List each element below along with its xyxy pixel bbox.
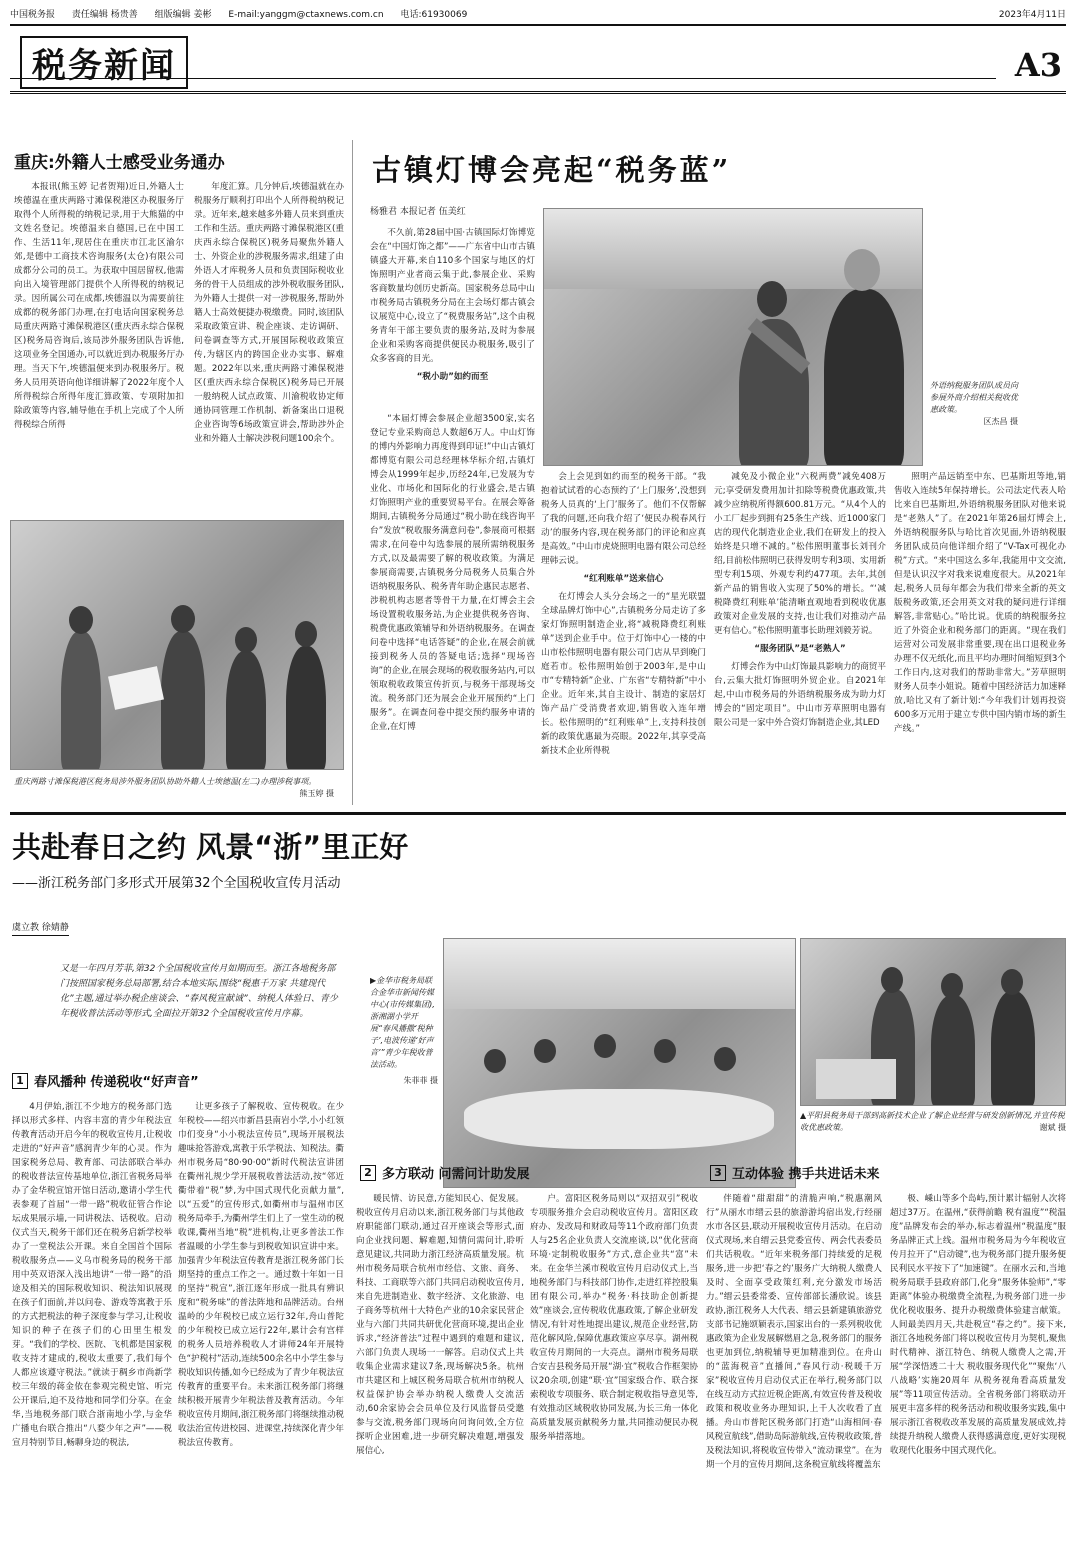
page-number: A3	[1014, 46, 1062, 84]
article2-lead: 不久前,第28届中国·古镇国际灯饰博览会在“中国灯饰之都”——广东省中山市古镇镇盛大开幕,来自110多个国家与地区的灯饰照明产业者商云集于此,参展企业、采购客商数量均创历史新高。国家税务总局中山市税务局古镇税务分局在主会场灯都古镇会议展览中心,设立了“税费服务站”,这个由税务青年干部主要负责的服务站,及时为参展企业和采购客商提供便民办税服务,吸引了众多客商的目光。 “税小助”如约而至	[370, 228, 535, 382]
paper-name: 中国税务报	[10, 9, 56, 20]
top-bar	[10, 6, 1066, 20]
section-2-header: 2 多方联动 问需问计助发展	[360, 1163, 530, 1182]
article1-caption: 重庆两路寸滩保税港区税务局涉外服务团队协助外籍人士埃德温(左二)办理涉税事项。 熊玉婷 摄	[14, 777, 334, 798]
article1-photo	[10, 520, 344, 770]
article2-col2: 会上会见到如约而至的税务干部。“我抱着试试看的心态预约了‘上门服务’,没想到税务人员真的‘上门’服务了。他们不仅帮解了我的问题,还向我介绍了‘便民办税春风行动’的服务内容,现在税务部门的评论和应真是高效。”中山市虎烧照明电器有限公司总经理韩云说。 “红利账单”送来信心 在灯博会人头分会场之一的“星光联盟全球品牌灯饰中心”,古镇税务分局走访了多家灯饰照明制造企业,将“减税降费红利账单”送到企业手中。位于灯饰中心一楼的中山市松伟照明电器有限公司门店从早到晚门庭若市。松伟照明始创于2003年,是中山市“专精特新”企业、广东省“专精特新”中小企业。近年来,其自主设计、制造的家居灯饰产品广受消费者欢迎,销售收入连年增长。松伟照明的“红利账单”上,支持科技创新的政策优惠最为亮眼。2022年,其享受高新技术企业所得税	[541, 472, 706, 756]
article2-photo-credit: 区杰昌 摄	[983, 417, 1018, 426]
article2-col1: “本届灯博会参展企业超3500家,实名登记专业采购商总人数超6万人。中山灯饰的博内外影响力再度得到印证!”中山古镇灯都博览有限公司总经理林华标介绍,古镇灯博会从1999年起步,历经24年,已发展为专业化、市场化和国际化的行业盛会,是古镇灯饰照明产业的重要贸易平台。在展会筹备期间,古镇税务分局通过“税小助在线咨询平台”发放“税收服务满意问卷”,参展商可根据需求,在问卷中勾选参展的展所需纳税服务方式,以及最需要了解的税收政策。为满足参展商需要,古镇税务分局税务人员集合外语纳税服务队、税务青年助企惠民志愿者、涉税机构志愿者等骨干力量,在灯博会主会场设置税收服务站,为企业提供税务咨询、税费优惠政策辅导和外语纳税服务。在调查问卷中选择“电话答疑”的企业,在展会前就接到税务人员的答疑电话;选择“现场咨询”的企业,在展会现场的税收服务站内,可以领取税收政策宣传折页,与税务干部现场交流。税务部门还为展会企业开展预约“上门服务”。在调查问卷中提交预约服务申请的企业,在灯博	[370, 414, 535, 732]
article3-s3-col1: 伴随着“甜甜甜”的清脆声响,“税惠潮风行”从丽水市缙云县的旅游游坞宿出发,行经丽水市各区县,联动开展税收宣传月活动。在启动仪式现场,来自缙云县党委宣传、两会代表委员们共话税收。“近年来税务部门持续爱的足税服务,进一步把‘春之约’服务广大纳税人缴费人及时、全面享受政策红利,充分激发市场活力。”缙云县委常委、宣传部部长潘欣说。该县政协,浙江税务人大代表、缙云县新建镇旅游党支部书记施颂颖表示,国家出台的一系列税收优惠政策为企业发展解燃眉之急,税务部门的服务也更加到位,纳税辅导更加精准到位。在舟山的“蓝海税音”直播间,“春风行动·税暖千万家”税收宣传月启动仪式正在举行,税务部门以在线互动方式拉近税企距离,有效宣传普及税收政策和税收业务办理知识,上千人次收看了直播。舟山市普陀区税务部门打造“山海相间·春风税宣航线”,借助岛际游航线,宣传税收政策,普及税法知识,将税收宣传带入“流动课堂”。在为期一个月的宣传月期间,这条税宣航线将覆盖东	[706, 1194, 882, 1470]
article3-s1-col2: 让更多孩子了解税收、宣传税收。在少年税校——绍兴市新昌县南岩小学,小小红领巾们变身“小小税法宣传员”,现场开展税法趣味抢答游戏,寓教于乐学税法、知税法。衢州市税务局“80·90·00”新时代税法宣讲团在衢州礼规少学开展税收普法活动,按“邻近衢带着“税”梦,为中国式现代化贡献力量”,以“五爱”的宣传形式,如衢州市与温州市区税务局牵手,为衢州学生们上了一堂生动的税收课,衢州当地“税”进机构,让更多普法工作者温暖的小学生参与到税收知识宣讲中来。加强青少年税法宣传教育是浙江税务部门长期坚持的重点工作之一。通过数十年如一日的坚持“税宣”,浙江逐年形成一批具有辨识度和“税务味”的普法阵地和品牌活动。台州温岭的少年税校已成立运行32年,舟山普陀的少年税校已成立运行22年,累计会有宫样的税务人员培养税收人才讲师24年开展特色“护税村”活动,连续500余名中小学生参与税收知识传播,如今已经成为了青少年税法宣传教育的重要平台。未来浙江税务部门将继续积极开展青少年税法普及教育活动。今年税收宣传月期间,浙江税务部门将继续推动税收法治宣传进校园、进课堂,持续深化青少年税法宣传教育。	[178, 1102, 344, 1448]
article2-sub2: “红利账单”送来信心	[583, 574, 664, 584]
article3-intro: 又是一年四月芳菲,第32个全国税收宣传月如期而至。浙江各地税务部门按照国家税务总局部署,结合本地实际,围绕“税惠千万家 共建现代化”主题,通过举办税企座谈会、“春风税宣献诚”、纳税人体验日、青少年税收普法活动等形式,全面拉开第32个全国税收宣传月序幕。	[60, 964, 338, 1019]
email: E-mail:yanggm@ctaxnews.com.cn	[228, 9, 384, 20]
article1-col1: 本报讯(熊玉婷 记者贺翔)近日,外籍人士埃德温在重庆两路寸滩保税港区办税服务厅取得个人所得税的纳税记录,用于大熊猫的中文姓名登记。埃德温来自德国,已在中国工作、生活11年,现居住在重庆市江北区渝尔郊,是德中工商技术咨询服务(太仓)有限公司成都分公司的员工。为获取中国居留权,他需向出入境管理部门提供个人所得税的纳税记录。因所属公司在成都,埃德温以为需要前往成都的税务部门办理,在打电话向国家税务总局重庆两路寸滩保税港区(重庆西永综合保税区)税务局咨询后,该局涉外服务团队告诉他,这项业务全国通办,可以就近到办税服务厅办理。当天下午,埃德温便来到办税服务厅。税务人员用英语向他详细讲解了2022年度个人所得税综合所得年度汇算政策、专项附加扣除政策等内容,辅导他在手机上完成了个人所得税综合所得	[14, 182, 184, 430]
article1-title: 重庆:外籍人士感受业务通办	[14, 153, 225, 173]
masthead-rule	[10, 78, 996, 79]
article3-s2-col1: 暖民情、访民意,方能知民心、促发展。税收宣传月启动以来,浙江税务部门与其他政府职能部门联动,通过召开座谈会等形式,面向企业找问题、解难题,知情问需问计,聆听意见建议,共同助力浙江经济高质量发展。杭州市税务局联合杭州市经信、文旅、商务、科技、工商联等六部门共同启动税收宣传月,来自先进制造业、数字经济、文化旅游、电子商务等杭州十大特色产业的10余家民营企业与六部门共同共研优化营商环境,提出企业诉求,“经济普法”过程中遇到的难题和建议,六部门负责人现场一一解答。启动仪式上共收集企业需求建议7条,现场解决5条。杭州市共建区和上城区税务局联合杭州市纳税人权益保护协会举办纳税人缴费人交流活动,60余家协会会员单位及行风监督员受邀参与交流,税务部门现场向问询问效,全方位探听企业困难,进一步研究解决难题,增强发展信心,	[356, 1194, 524, 1456]
article3-photo-left	[443, 938, 796, 1188]
section-1-header: 1 春风播种 传递税收“好声音”	[12, 1071, 199, 1090]
section-3-header: 3 互动体验 携手共进话未来	[710, 1163, 880, 1182]
editor-credit: 责任编辑 杨贵善	[71, 9, 138, 20]
article2-caption: 外语纳税服务团队成员向参展外商介绍相关税收优惠政策。 区杰昌 摄	[930, 381, 1018, 426]
article1-col2: 年度汇算。几分钟后,埃德温就在办税服务厅顺利打印出个人所得税纳税记录。近年来,越来越多外籍人员来到重庆工作和生活。重庆两路寸滩保税港区(重庆西永综合保税区)税务局聚焦外籍人士、外资企业的涉税服务需求,组建了由外语人才库税务人员和负责国际税收业务的骨干人员组成的涉外税收服务团队,为外籍人士提供一对一涉税服务,帮助外籍人士高效便捷办税缴费。同时,该团队采取政策宣讲、税企座谈、走访调研、问卷调查等方式,开展国际税收政策宣传,为辖区内的跨国企业办实事、解难题。2022年以来,重庆两路寸滩保税港区(重庆西永综合保税区)税务局已开展一般纳税人试点政策、川渝税收协定师通协同管理工作机制、新备案出口退税企业咨询等6场政策宣讲会,帮助涉外企业和外籍人士解决涉税问题100余个。	[194, 182, 344, 444]
section-title: 税务新闻	[20, 36, 188, 89]
article2-photo	[543, 208, 923, 466]
article3-title: 共赴春日之约 风景“浙”里正好	[12, 830, 409, 864]
article3-caption-right: ▲平阳县税务局干部到高新技术企业了解企业经营与研发创新情况,并宣传税收优惠政策。 谢斌 摄	[800, 1111, 1066, 1132]
article3-s1-col1: 4月伊始,浙江不少地方的税务部门选择以形式多样、内容丰富的青少年税法宣传教育活动开启今年的税收宣传月,让税收走进的“好声音”感润青少年的心灵。作为国家税务总局、教育部、司法部联合举办的税收普法宣传基地单位,浙江省税务局举办了金华税宣馆开馆日活动,邀请小学生代表参观了首届“一带一路”税收征管合作论坛成果展示墙,一同讲税法、话税收。启动仪式当天,税务干部们还在税务启新学校举办了一堂税法公开课。来自全国首个国际税收服务点——义乌市税务局的税务干部用中英双语深入浅出地讲“一带一路”的沿途及相关的国际税收知识、税法知识展现在孩子们面前,并以问卷、游戏等寓教于乐的方式把税法的种子深度参与学习,让税收知识的种子在孩子们的心田里生根发芽。“我们的学校、医院、飞机都是国家税收支持才建成的,税收太重要了,我们每个人都应该遵守税法。”就读于稠乡市尚新学校三年级的蒋金依在参观完税史馆、听完公开课后,迫不及待地和同学们分享。在金华,当地税务部门联合浙南地小学,与金华广播电台联合推出“八婺少年之声”——税宣月特别节目,畅聊身边的税法,	[12, 1102, 172, 1448]
article3-byline: 虞立教 徐婧静	[12, 920, 69, 936]
article2-col3: 减免及小微企业“六税两费”减免408万元;享受研发费用加计扣除等税费优惠政策,共减少应纳税所得额600.81万元。“从4个人的小工厂起步到拥有25条生产线、近1000家门店的现代化制造业企业,我们在研发上的投入始终是只增不减的。”松伟照明董事长刘刊介绍,目前松伟照明已获得发明专利3项、实用新型专利15项、外观专利约477项。去年,其创新产品的销售收入实现了50%的增长。“‘减税降费红利账单’能清晰直观地看到税收优惠政策对企业发展的支持,也让我们对推动产品更有信心。”松伟照明董事长助理刘毅芳说。 “服务团队”是“老熟人” 灯博会作为中山灯饰最具影响力的商贸平台,云集大批灯饰照明外贸企业。自2021年起,中山市税务局的外语纳税服务成为助力灯博会的“固定项目”。中山市芳草照明电器有限公司是一家中外合资灯饰制造企业,其LED	[714, 472, 886, 728]
article2-sub3: “服务团队”是“老熟人”	[754, 644, 846, 654]
article2-sub1: “税小助”如约而至	[416, 372, 489, 382]
section-divider	[10, 812, 1066, 815]
article2-title: 古镇灯博会亮起“税务蓝”	[372, 153, 732, 187]
article3-credit-right: 谢斌 摄	[1039, 1123, 1066, 1132]
article3-s3-col2: 极、嵊山等多个岛屿,预计累计辐射人次将超过37万。在温州,“获得前瞻 税有温度”“税温度”品牌发布会的举办,标志着温州“税温度”服务品牌正式上线。温州市税务局为今年税收宣传月拉开了“启动键”,也为税务部门提升服务便民利民水平按下了“加速键”。在丽水云和,当地税务局联手县政府部门,化身“服务体验师”,“零距离”体验办税缴费全流程,为税务部门进一步优化税收服务、提升办税缴费体验建言献策。人间最美四月天,共赴税宣“春之约”。接下来,浙江各地税务部门将以税收宣传月为契机,聚焦时代精神、浙江特色、纳税人缴费人之需,开展“学深悟透二十大 税收服务现代化”“聚焦‘八八战略’实施20周年 从税务视角看高质量发展”等11项宣传活动。全省税务部门将联动开展更丰富多样的税务活动和税收服务实践,集中展示浙江省税收改革发展的高质量发展成效,持续提升纳税人缴费人获得感满意度,更好实现税收现代化服务中国式现代化。	[890, 1194, 1066, 1456]
masthead	[10, 24, 1066, 94]
designer-credit: 组版编辑 姜彬	[154, 9, 212, 20]
article3-caption-left: ▶金华市税务局联合金华市新闻传媒中心(市传媒集团),浙湘湖小学开展“春风播撒‘税种子’,电波传递‘好声音’”青少年税收普法活动。 朱菲菲 摄	[370, 976, 438, 1085]
article2-byline: 杨雅君 本报记者 伍美红	[370, 207, 466, 217]
article3-photo-right	[800, 938, 1066, 1106]
article3-credit-left: 朱菲菲 摄	[403, 1076, 438, 1085]
issue-date: 2023年4月11日	[998, 9, 1066, 20]
article3-s2-col2: 户。富阳区税务局则以“双招双引”税收专项服务推介会启动税收宣传月。富阳区政府办、发改局和财政局等11个政府部门负责人与25名企业负责人交流座谈,以“优化营商环境·定制税收服务”方式,意企业共“富”未来。在金华兰溪市税收宣传月启动仪式上,当地税务部门与科技部门协作,走进红祥控股集团有限公司,举办“税务·科技助企创新提效”座谈会,宣传税收优惠政策,了解企业研发情况,有针对性地提出建议,规范企业经营,防范化解风险,保障优惠政策应享尽享。湖州税收宣传月期间的一大亮点。湖州市税务局联合安吉县税务局开展“湖·宜”税收合作框架协议20余项,创建“联·宜”国家级合作、联合探索税收专项服务、联合制定税收指导意见等,有效推动区域税收协同发展,为长三角一体化高质量发展贡献税务力量,共同推动便民办税服务举措落地。	[530, 1194, 698, 1442]
article1-photo-credit: 熊玉婷 摄	[299, 789, 334, 798]
article2-col4: 照明产品远销至中东、巴基斯坦等地,销售收入连续5年保持增长。公司法定代表人哈比来自巴基斯坦,外语纳税服务团队对他来说是“老熟人”了。在2021年第26届灯博会上,外语纳税服务队与哈比首次见面,外语纳税服务团队成员向他详细介绍了“V-Tax可视化办税”方式。“来中国这么多年,我能用中文交流,但是认识汉字对我来说难度很大。从2021年起,税务人员每年都会为我们带来全新的英文版税务政策,还会用英文对我的疑问进行详细解答,非常贴心。”哈比说。优质的纳税服务拉近了外资企业和税务部门的距离。“现在我们运营对公司发展非常重要,现在出口退税业务办理不仅无纸化,而且平均办理时间缩短到3个工作日内,这对我们的帮助非常大。”芳草照明财务人员李小姐说。随着中国经济活力加速释放,哈比又有了新计划:“今年我们计划再投资600多万元用于建立专供中国内销市场的新生产线。”	[894, 472, 1066, 734]
column-divider	[352, 140, 353, 805]
article3-subtitle: ——浙江税务部门多形式开展第32个全国税收宣传月活动	[12, 876, 341, 891]
phone: 电话:61930069	[400, 9, 468, 20]
